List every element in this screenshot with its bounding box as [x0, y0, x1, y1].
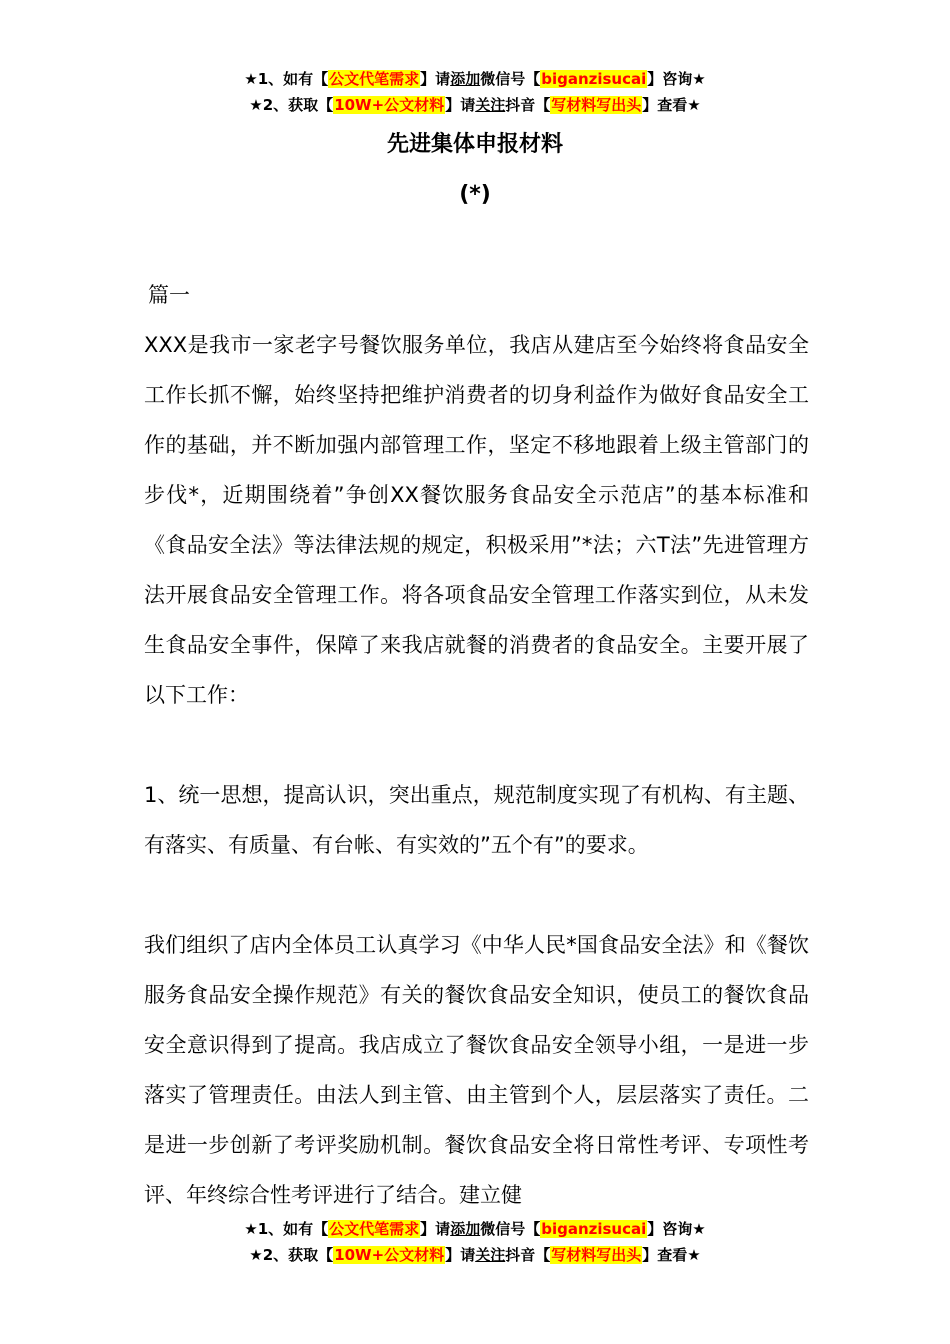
document-title: 先进集体申报材料 — [386, 132, 563, 157]
document-subtitle: (*) — [459, 182, 491, 207]
banner-text: 】请 — [445, 96, 476, 114]
banner-highlight: 10W+公文材料 — [334, 1246, 445, 1264]
banner-underline: 关注 — [475, 1246, 506, 1264]
banner-line-1 — [0, 1216, 950, 1242]
banner-text: ★1、如有【 — [244, 1220, 329, 1238]
banner-text: 】咨询★ — [647, 70, 706, 88]
paragraph: 我们组织了店内全体员工认真学习《中华人民*国食品安全法》和《餐饮服务食品安全操作规范》有关的餐饮食品安全知识，使员工的餐饮食品安全意识得到了提高。我店成立了餐饮食品安全领导小组，一是进一步落实了管理责任。由法人到主管、由主管到个人，层层落实了责任。二是进一步创新了考评奖励机制。餐饮食品安全将日常性考评、专项性考评、年终综合性考评进行了结合。建立健 — [144, 933, 809, 1207]
banner-highlight: 10W+公文材料 — [334, 96, 445, 114]
banner-text: ★2、获取【 — [249, 96, 334, 114]
banner-text: 微信号【 — [480, 1220, 541, 1238]
section-label: 篇一 — [148, 283, 190, 307]
banner-highlight: biganzisucai — [541, 70, 647, 88]
banner-text: 】查看★ — [642, 96, 701, 114]
banner-highlight: 写材料写出头 — [551, 96, 642, 114]
banner-line-2 — [0, 92, 950, 118]
banner-underline: 添加 — [450, 1220, 481, 1238]
document-body — [144, 270, 809, 1220]
paragraph: 1、统一思想，提高认识，突出重点，规范制度实现了有机构、有主题、有落实、有质量、有台帐、有实效的”五个有”的要求。 — [144, 783, 809, 857]
banner-highlight: biganzisucai — [541, 1220, 647, 1238]
paragraph: XXX是我市一家老字号餐饮服务单位，我店从建店至今始终将食品安全工作长抓不懈，始终坚持把维护消费者的切身利益作为做好食品安全工作的基础，并不断加强内部管理工作，坚定不移地跟着上级主管部门的步伐*，近期围绕着”争创XX餐饮服务食品安全示范店”的基本标准和《食品安全法》等法律法规的规定，积极采用”*法；六T法”先进管理方法开展食品安全管理工作。将各项食品安全管理工作落实到位，从未发生食品安全事件，保障了来我店就餐的消费者的食品安全。主要开展了以下工作： — [144, 333, 809, 707]
banner-text: 抖音【 — [505, 1246, 551, 1264]
banner-text: 】查看★ — [642, 1246, 701, 1264]
bottom-banner — [0, 1216, 950, 1268]
banner-text: ★2、获取【 — [249, 1246, 334, 1264]
banner-line-2 — [0, 1242, 950, 1268]
paragraph-gap — [144, 870, 809, 920]
banner-text: 微信号【 — [480, 70, 541, 88]
banner-text: 】请 — [445, 1246, 476, 1264]
banner-highlight: 公文代笔需求 — [329, 70, 420, 88]
banner-highlight: 写材料写出头 — [551, 1246, 642, 1264]
banner-text: ★1、如有【 — [244, 70, 329, 88]
banner-text: 】请 — [420, 70, 451, 88]
top-banner — [0, 66, 950, 118]
banner-line-1 — [0, 66, 950, 92]
banner-highlight: 公文代笔需求 — [329, 1220, 420, 1238]
banner-underline: 添加 — [450, 70, 481, 88]
banner-text: 】请 — [420, 1220, 451, 1238]
banner-text: 】咨询★ — [647, 1220, 706, 1238]
banner-text: 抖音【 — [505, 96, 551, 114]
banner-underline: 关注 — [475, 96, 506, 114]
paragraph-gap — [144, 720, 809, 770]
